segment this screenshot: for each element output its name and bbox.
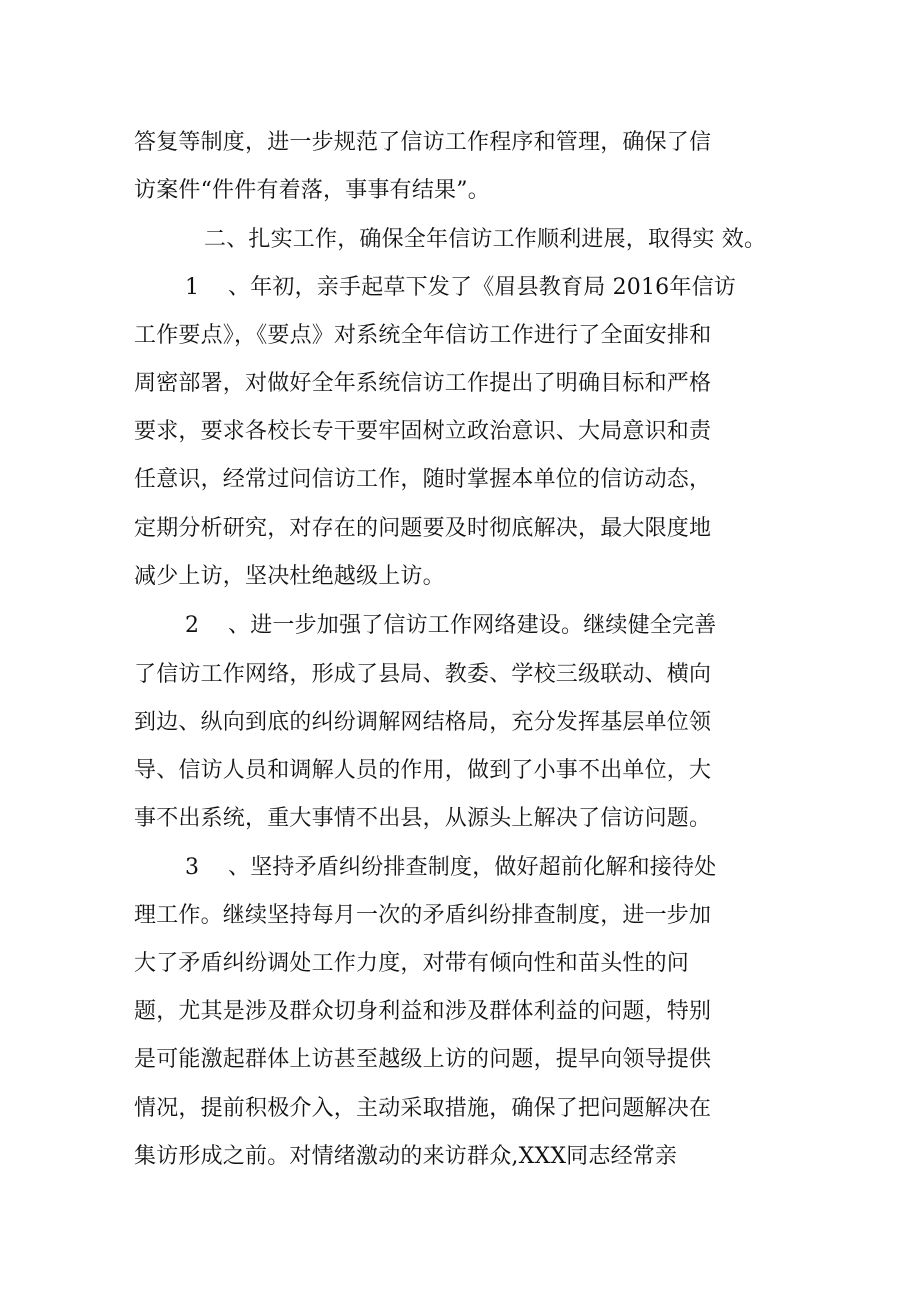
paragraph-line: 是可能激起群体上访甚至越级上访的问题，提早向领导提供 xyxy=(134,1047,712,1072)
paragraph-line: 集访形成之前。对情绪激动的来访群众,XXX同志经常亲 xyxy=(134,1144,678,1169)
paragraph-line: 减少上访，坚决杜绝越级上访。 xyxy=(134,564,445,589)
paragraph-line: 答复等制度，进一步规范了信访工作程序和管理，确保了信 xyxy=(134,130,712,155)
paragraph-line: 任意识，经常过问信访工作，随时掌握本单位的信访动态， xyxy=(134,467,712,492)
paragraph-line: 、坚持矛盾纠纷排查制度，做好超前化解和接待处 xyxy=(228,855,717,880)
paragraph-line: 周密部署，对做好全年系统信访工作提出了明确目标和严格 xyxy=(134,371,712,396)
paragraph-line: 、年初，亲手起草下发了《眉县教育局 2016年信访 xyxy=(228,275,736,300)
paragraph-line: 访案件“件件有着落，事事有结果”。 xyxy=(134,178,490,203)
paragraph-line: 、进一步加强了信访工作网络建设。继续健全完善 xyxy=(228,613,717,638)
paragraph-line: 理工作。继续坚持每月一次的矛盾纠纷排查制度，进一步加 xyxy=(134,903,712,928)
paragraph-line: 工作要点》，《要点》对系统全年信访工作进行了全面安排和 xyxy=(134,323,712,348)
paragraph-line: 题，尤其是涉及群众切身利益和涉及群体利益的问题，特别 xyxy=(134,999,712,1024)
item-number: 1 xyxy=(185,275,199,300)
item-number: 3 xyxy=(185,855,199,880)
paragraph-line: 大了矛盾纠纷调处工作力度，对带有倾向性和苗头性的问 xyxy=(134,951,690,976)
item-number: 2 xyxy=(185,613,199,638)
section-heading: 二、扎实工作，确保全年信访工作顺利进展，取得实 效。 xyxy=(204,227,767,252)
paragraph-line: 情况，提前积极介入，主动采取措施，确保了把问题解决在 xyxy=(134,1096,712,1121)
paragraph-line: 定期分析研究，对存在的问题要及时彻底解决，最大限度地 xyxy=(134,516,712,541)
paragraph-line: 导、信访人员和调解人员的作用，做到了小事不出单位，大 xyxy=(134,758,712,783)
paragraph-line: 了信访工作网络，形成了县局、教委、学校三级联动、横向 xyxy=(134,662,712,687)
paragraph-line: 事不出系统，重大事情不出县，从源头上解决了信访问题。 xyxy=(134,806,712,831)
paragraph-line: 到边、纵向到底的纠纷调解网结格局，充分发挥基层单位领 xyxy=(134,710,712,735)
paragraph-line: 要求，要求各校长专干要牢固树立政治意识、大局意识和责 xyxy=(134,419,712,444)
